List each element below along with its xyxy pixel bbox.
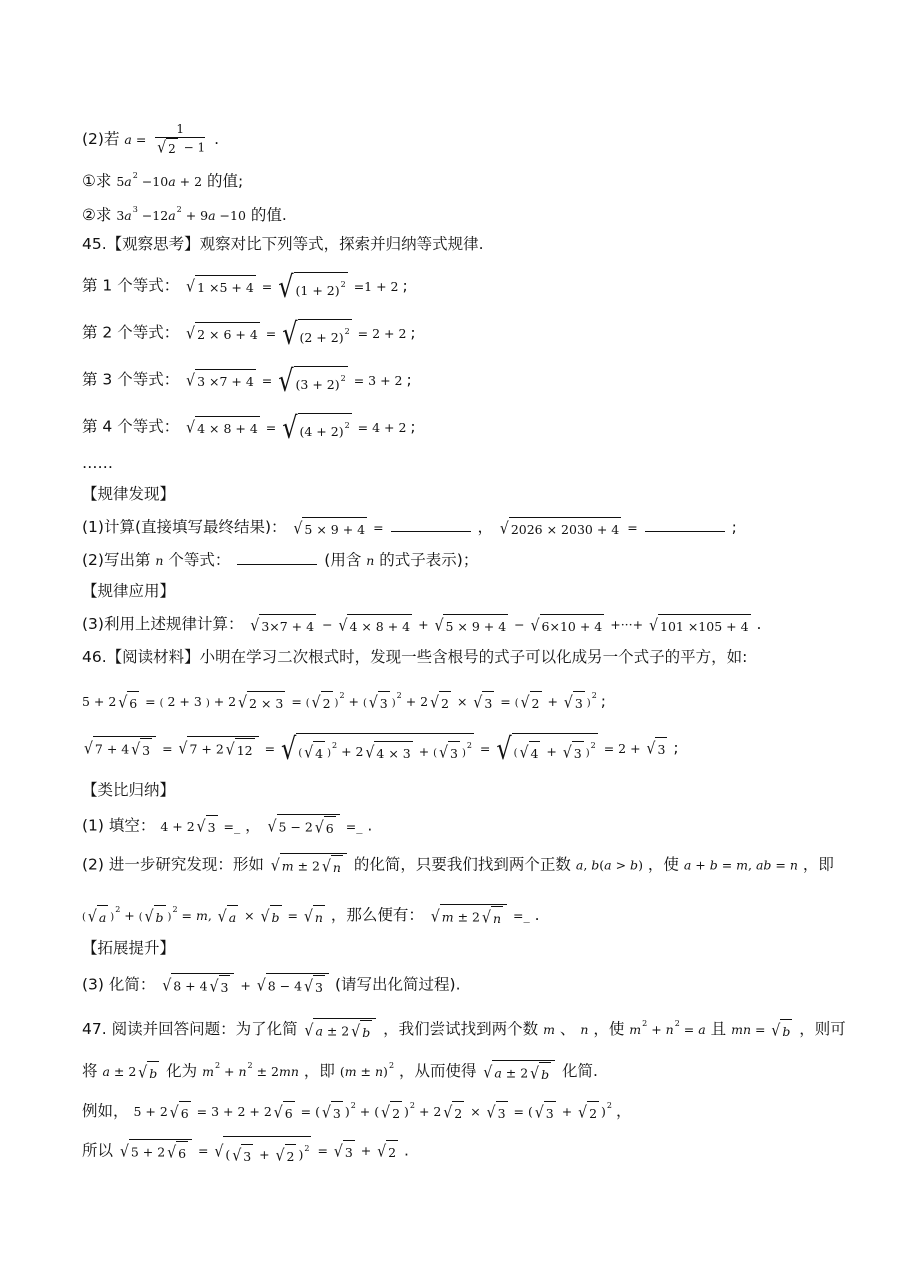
line-46-1: (1) 填空： 4 + 2 √ 3 =_ ， √ 5 − 2 √ 6 =_ .: [82, 814, 372, 840]
heading-pattern-discovery: 【规律发现】: [82, 485, 176, 503]
answer-blank[interactable]: [237, 550, 317, 565]
line-46-2: (2) 进一步研究发现：形如 √ m ± 2 √ n 的化简，只要我们找到两个正数 a, b(a > b) ，使 a + b = m, ab = n ，即: [82, 853, 834, 879]
equation-4: 第 4 个等式： √ 4 × 8 + 4 = √ $(4 + 2)^2 = 4 + 2$ ;: [82, 410, 416, 446]
example-2: √ 7 + 4 √ 3 = √ 7 + 2 √ 12 = √ ( √ 4 )$^2$ + 2 √ 4 × 3 + ( √ 3 )$^2$ = √ ( √ 4 + √ 3 )$^2$ = 2 + √ 3 ;: [84, 731, 679, 767]
answer-blank[interactable]: [391, 517, 471, 532]
line-part2: (2)若 a = $\frac{1}{√ 2 - 1}$ .: [82, 122, 220, 158]
question-46-title: 46.【阅读材料】小明在学习二次根式时，发现一些含根号的式子可以化成另一个式子的平方，如:: [82, 648, 748, 666]
answer-blank[interactable]: [645, 517, 725, 532]
question-47-example: 例如， 5 + 2 √ 6 = 3 + 2 + 2 √ 6 = ( √ 3 )$^2$ + ( √ 2 )$^2$ + 2 √ 2 × √ 3 = ( √ 3 + √ 2 )$^2$ ，: [82, 1095, 632, 1125]
question-47-conclusion: 所以 √ 5 + 2 √ 6 = √ ( √ 3 + √ 2 )$^2$ = √ 3 + √ 2 .: [82, 1136, 409, 1168]
line-calc-3: (3)利用上述规律计算： √ 3×7 + 4 − √ 4 × 8 + 4 + √ 5 × 9 + 4 − √ 6×10 + 4 +···+ √ 101 ×105 + 4 .: [82, 613, 761, 638]
line-46-2b: ( √ a )$^2$ + ( √ b )$^2$ = m, √ a × √ b = √ n ，那么便有： √ m ± 2 √ n =_ .: [82, 899, 540, 930]
line-calc-1: (1)计算(直接填写最终结果)： √ 5 × 9 + 4 = ， √ 2026 × 2030 + 4 = ;: [82, 516, 737, 541]
question-47-line2: 将 a ± 2 √ b 化为 $m^2 + n^2 \pm 2mn$ ，即 $(m \pm n)^2$ ，从而使得 √ a ± 2 √ b 化简.: [82, 1055, 598, 1086]
fraction: $\frac{1}{√ 2 - 1}$: [157, 122, 206, 158]
equation-1: 第 1 个等式： √ 1 ×5 + 4 = √ $(1 + 2)^2 =1 + 2$ ;: [82, 269, 408, 305]
equation-3: 第 3 个等式： √ 3 ×7 + 4 = √ $(3 + 2)^2 = 3 + 2$ ;: [82, 363, 412, 399]
question-45-title: 45.【观察思考】观察对比下列等式，探索并归纳等式规律.: [82, 235, 484, 253]
ellipsis: ……: [82, 454, 113, 472]
heading-extension: 【拓展提升】: [82, 939, 176, 957]
tail: .: [214, 130, 220, 148]
line-part2-1: ①求 $5a^2 -10a + 2$ 的值;: [82, 171, 244, 190]
equation-2: 第 2 个等式： √ 2 × 6 + 4 = √ $(2 + 2)^2 = 2 + 2$ ;: [82, 316, 416, 352]
question-47-title: 47. 阅读并回答问题：为了化简 √ a ± 2 √ b ，我们尝试找到两个数 m 、 n ，使 $m^2 + n^2 = a$ 且 mn = √ b ，则可: [82, 1013, 846, 1044]
example-1: 5 + 2 √ 6 = ( 2 + 3 ) + 2 √ 2 × 3 = ( √ 2 )$^2$ + ( √ 3 )$^2$ + 2 √ 2 × √ 3 = ( √ 2 + √ 3 )$^2$ ;: [82, 685, 606, 715]
line-part2-2: ②求 $3a^3 -12a^2 + 9a -10$ 的值.: [82, 205, 287, 224]
heading-pattern-application: 【规律应用】: [82, 582, 176, 600]
text: (2)若: [82, 130, 120, 148]
heading-analogy: 【类比归纳】: [82, 781, 176, 799]
line-46-3: (3) 化简： √ 8 + 4 √ 3 + √ 8 − 4 √ 3 (请写出化简过程).: [82, 973, 461, 999]
line-calc-2: (2)写出第 n 个等式： (用含 n 的式子表示)；: [82, 551, 479, 569]
